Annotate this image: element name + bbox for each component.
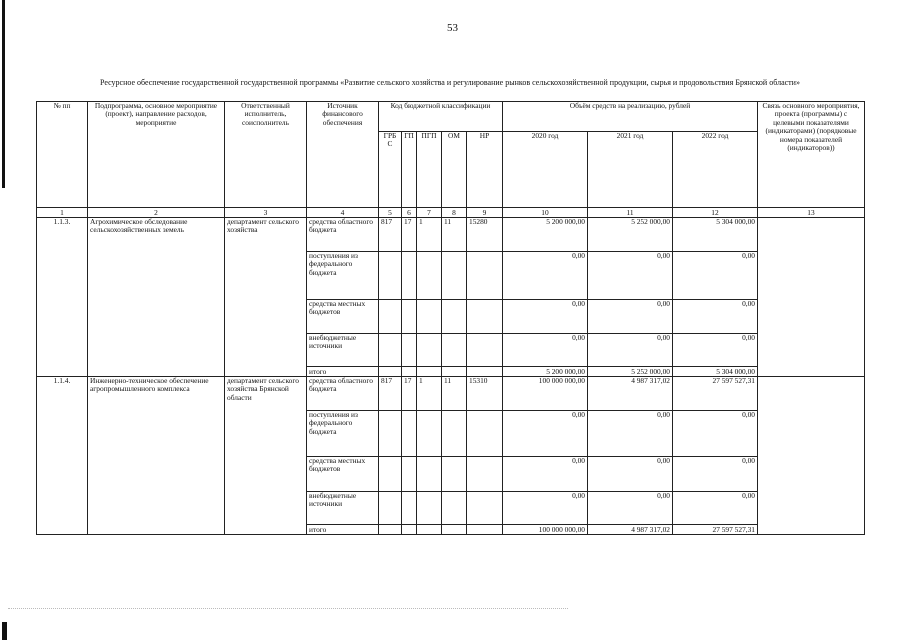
amount-2022: 27 597 527,31 <box>673 377 758 411</box>
col-number: 4 <box>307 208 379 218</box>
pgp-cell <box>417 492 442 525</box>
amount-2020: 0,00 <box>503 252 588 300</box>
gp-cell <box>402 300 417 334</box>
grbs-cell <box>379 411 402 457</box>
np-cell <box>467 492 503 525</box>
amount-2020: 0,00 <box>503 411 588 457</box>
om-cell <box>442 252 467 300</box>
om-cell <box>442 457 467 492</box>
row-number: 1.1.3. <box>37 218 88 377</box>
header-gp: ГП <box>402 132 417 208</box>
amount-2022: 0,00 <box>673 492 758 525</box>
pgp-cell <box>417 252 442 300</box>
grbs-cell <box>379 492 402 525</box>
header-pgp: ПГП <box>417 132 442 208</box>
amount-2021: 5 252 000,00 <box>588 218 673 252</box>
amount-2020: 5 200 000,00 <box>503 367 588 377</box>
col-number: 12 <box>673 208 758 218</box>
link-cell <box>758 218 865 377</box>
scan-edge-mark-bottom <box>2 622 7 640</box>
amount-2021: 0,00 <box>588 411 673 457</box>
amount-2020: 0,00 <box>503 300 588 334</box>
grbs-cell <box>379 457 402 492</box>
header-executor: Ответственный исполнитель, соисполнитель <box>225 102 307 208</box>
table-row <box>37 377 865 411</box>
amount-2020: 0,00 <box>503 492 588 525</box>
header-link: Связь основного мероприятия, проекта (программы) с целевыми показателями (индикаторами) (порядковые номера показателей (индикаторов)) <box>758 102 865 208</box>
om-cell <box>442 367 467 377</box>
header-2022: 2022 год <box>673 132 758 208</box>
col-number: 1 <box>37 208 88 218</box>
om-cell <box>442 300 467 334</box>
grbs-cell <box>379 300 402 334</box>
header-num: № пп <box>37 102 88 208</box>
np-cell: 15310 <box>467 377 503 411</box>
header-om: ОМ <box>442 132 467 208</box>
grbs-cell <box>379 252 402 300</box>
table-row <box>37 218 865 252</box>
amount-2022: 0,00 <box>673 334 758 367</box>
np-cell <box>467 367 503 377</box>
source-cell: поступления из федерального бюджета <box>307 252 379 300</box>
document-title: Ресурсное обеспечение государственной государственной программы «Развитие сельского хозяйства и регулирование рынков сельскохозяйственной продукции, сырья и продовольствия Брянской области» <box>100 78 800 87</box>
pgp-cell: 1 <box>417 377 442 411</box>
gp-cell <box>402 525 417 535</box>
source-cell: внебюджетные источники <box>307 492 379 525</box>
gp-cell: 17 <box>402 377 417 411</box>
source-cell: средства местных бюджетов <box>307 300 379 334</box>
pgp-cell <box>417 300 442 334</box>
amount-2022: 0,00 <box>673 411 758 457</box>
pgp-cell: 1 <box>417 218 442 252</box>
amount-2021: 0,00 <box>588 457 673 492</box>
source-cell: поступления из федерального бюджета <box>307 411 379 457</box>
np-cell: 15280 <box>467 218 503 252</box>
amount-2022: 27 597 527,31 <box>673 525 758 535</box>
grbs-cell: 817 <box>379 377 402 411</box>
source-cell: средства областного бюджета <box>307 377 379 411</box>
col-number: 13 <box>758 208 865 218</box>
source-cell: средства областного бюджета <box>307 218 379 252</box>
pgp-cell <box>417 411 442 457</box>
header-budget-code: Код бюджетной классификации <box>379 102 503 132</box>
gp-cell <box>402 457 417 492</box>
amount-2020: 0,00 <box>503 457 588 492</box>
amount-2021: 0,00 <box>588 492 673 525</box>
amount-2022: 5 304 000,00 <box>673 367 758 377</box>
pgp-cell <box>417 334 442 367</box>
np-cell <box>467 334 503 367</box>
link-cell <box>758 377 865 535</box>
col-number: 7 <box>417 208 442 218</box>
col-number: 6 <box>402 208 417 218</box>
executor-name: департамент сельского хозяйства <box>225 218 307 377</box>
column-number-row <box>37 208 865 218</box>
header-volume: Объём средств на реализацию, рублей <box>503 102 758 132</box>
np-cell <box>467 300 503 334</box>
header-2021: 2021 год <box>588 132 673 208</box>
om-cell: 11 <box>442 377 467 411</box>
np-cell <box>467 411 503 457</box>
om-cell <box>442 334 467 367</box>
amount-2021: 4 987 317,02 <box>588 377 673 411</box>
header-np: НР <box>467 132 503 208</box>
gp-cell <box>402 334 417 367</box>
amount-2021: 0,00 <box>588 252 673 300</box>
col-number: 11 <box>588 208 673 218</box>
grbs-cell <box>379 334 402 367</box>
np-cell <box>467 252 503 300</box>
grbs-cell <box>379 525 402 535</box>
header-2020: 2020 год <box>503 132 588 208</box>
om-cell <box>442 492 467 525</box>
amount-2022: 0,00 <box>673 300 758 334</box>
executor-name: департамент сельского хозяйства Брянской области <box>225 377 307 535</box>
scan-noise-line <box>8 608 568 610</box>
grbs-cell <box>379 367 402 377</box>
col-number: 2 <box>88 208 225 218</box>
page-number: 53 <box>447 22 458 34</box>
np-cell <box>467 457 503 492</box>
gp-cell <box>402 411 417 457</box>
header-source: Источник финансового обеспечения <box>307 102 379 208</box>
col-number: 10 <box>503 208 588 218</box>
amount-2022: 0,00 <box>673 457 758 492</box>
amount-2022: 5 304 000,00 <box>673 218 758 252</box>
om-cell <box>442 411 467 457</box>
source-cell: итого <box>307 367 379 377</box>
col-number: 5 <box>379 208 402 218</box>
np-cell <box>467 525 503 535</box>
resource-table <box>36 101 865 535</box>
row-number: 1.1.4. <box>37 377 88 535</box>
amount-2020: 100 000 000,00 <box>503 525 588 535</box>
header-program: Подпрограмма, основное мероприятие (проект), направление расходов, мероприятие <box>88 102 225 208</box>
amount-2021: 4 987 317,02 <box>588 525 673 535</box>
om-cell <box>442 525 467 535</box>
pgp-cell <box>417 457 442 492</box>
amount-2020: 0,00 <box>503 334 588 367</box>
program-name: Агрохимическое обследование сельскохозяйственных земель <box>88 218 225 377</box>
col-number: 8 <box>442 208 467 218</box>
gp-cell <box>402 367 417 377</box>
gp-cell <box>402 492 417 525</box>
amount-2021: 0,00 <box>588 300 673 334</box>
amount-2020: 5 200 000,00 <box>503 218 588 252</box>
amount-2022: 0,00 <box>673 252 758 300</box>
amount-2021: 0,00 <box>588 334 673 367</box>
gp-cell <box>402 252 417 300</box>
amount-2021: 5 252 000,00 <box>588 367 673 377</box>
pgp-cell <box>417 367 442 377</box>
amount-2020: 100 000 000,00 <box>503 377 588 411</box>
pgp-cell <box>417 525 442 535</box>
source-cell: итого <box>307 525 379 535</box>
om-cell: 11 <box>442 218 467 252</box>
col-number: 3 <box>225 208 307 218</box>
col-number: 9 <box>467 208 503 218</box>
grbs-cell: 817 <box>379 218 402 252</box>
program-name: Инженерно-техническое обеспечение агропромышленного комплекса <box>88 377 225 535</box>
header-grbs: ГРБ С <box>379 132 402 208</box>
gp-cell: 17 <box>402 218 417 252</box>
source-cell: средства местных бюджетов <box>307 457 379 492</box>
source-cell: внебюджетные источники <box>307 334 379 367</box>
